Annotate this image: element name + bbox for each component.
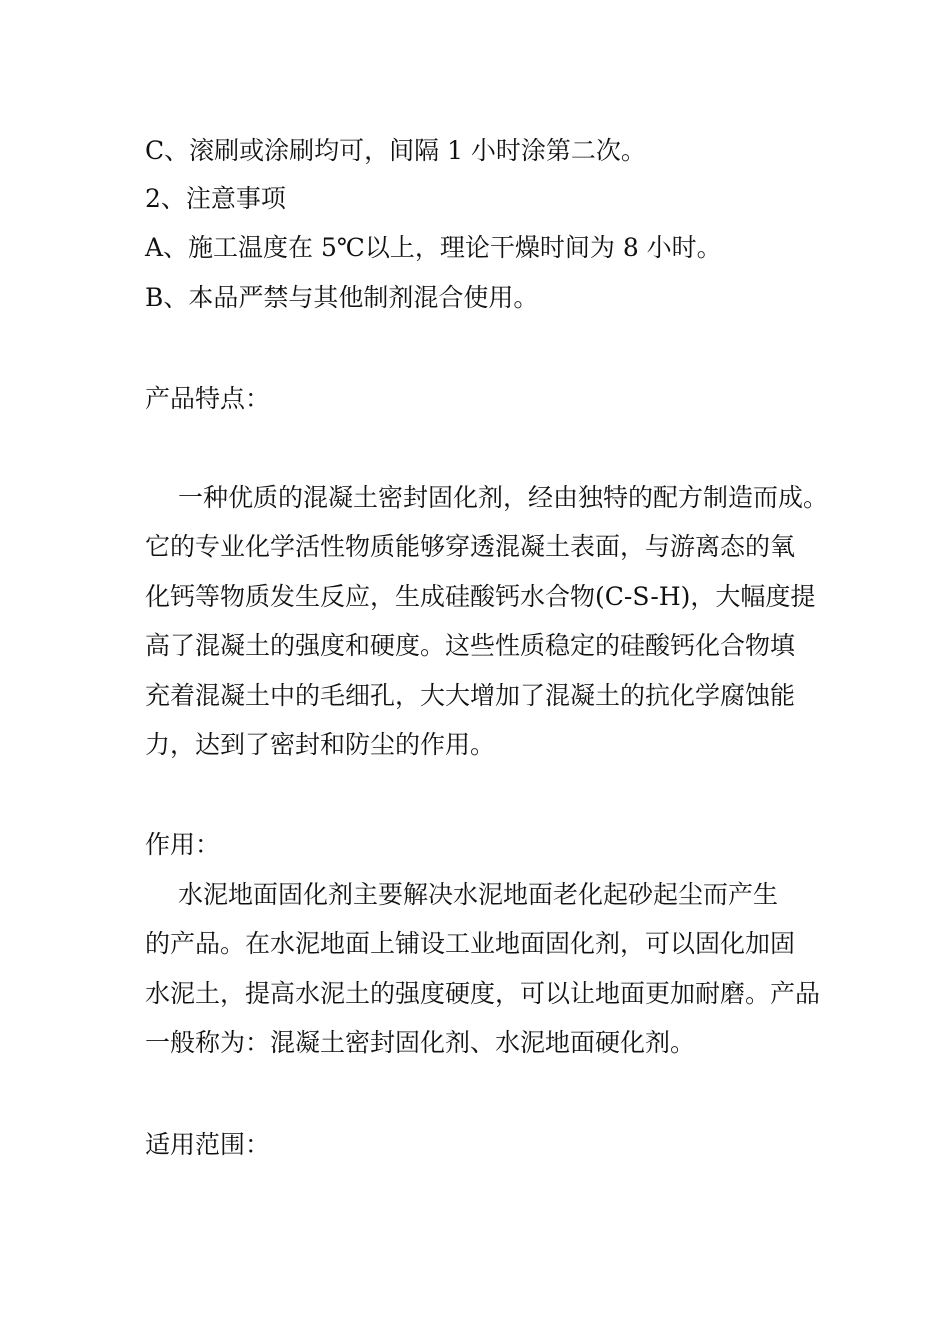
note-a-text: A、施工温度在 5℃以上，理论干燥时间为 8 小时。 (145, 233, 722, 262)
usage-paragraph-line: 一般称为：混凝土密封固化剂、水泥地面硬化剂。 (145, 1028, 696, 1057)
features-paragraph-line: 力，达到了密封和防尘的作用。 (145, 730, 496, 759)
notes-heading: 2、注意事项 (145, 184, 286, 213)
usage-paragraph-line: 水泥地面固化剂主要解决水泥地面老化起砂起尘而产生 (178, 880, 779, 909)
features-paragraph-line: 高了混凝土的强度和硬度。这些性质稳定的硅酸钙化合物填 (145, 631, 796, 660)
step-c-text: C、滚刷或涂刷均可，间隔 1 小时涂第二次。 (145, 136, 646, 165)
usage-paragraph-line: 水泥土，提高水泥土的强度硬度，可以让地面更加耐磨。产品 (145, 979, 821, 1008)
features-paragraph-line: 它的专业化学活性物质能够穿透混凝土表面，与游离态的氧 (145, 532, 796, 561)
features-heading: 产品特点： (145, 384, 271, 413)
note-b-text: B、本品严禁与其他制剂混合使用。 (145, 283, 539, 312)
usage-paragraph-line: 的产品。在水泥地面上铺设工业地面固化剂，可以固化加固 (145, 929, 796, 958)
scope-heading: 适用范围： (145, 1130, 271, 1159)
usage-heading: 作用： (145, 830, 221, 859)
features-paragraph-line: 化钙等物质发生反应，生成硅酸钙水合物(C-S-H)，大幅度提 (145, 582, 816, 611)
features-paragraph-line: 一种优质的混凝土密封固化剂，经由独特的配方制造而成。 (178, 483, 829, 512)
features-paragraph-line: 充着混凝土中的毛细孔，大大增加了混凝土的抗化学腐蚀能 (145, 681, 796, 710)
